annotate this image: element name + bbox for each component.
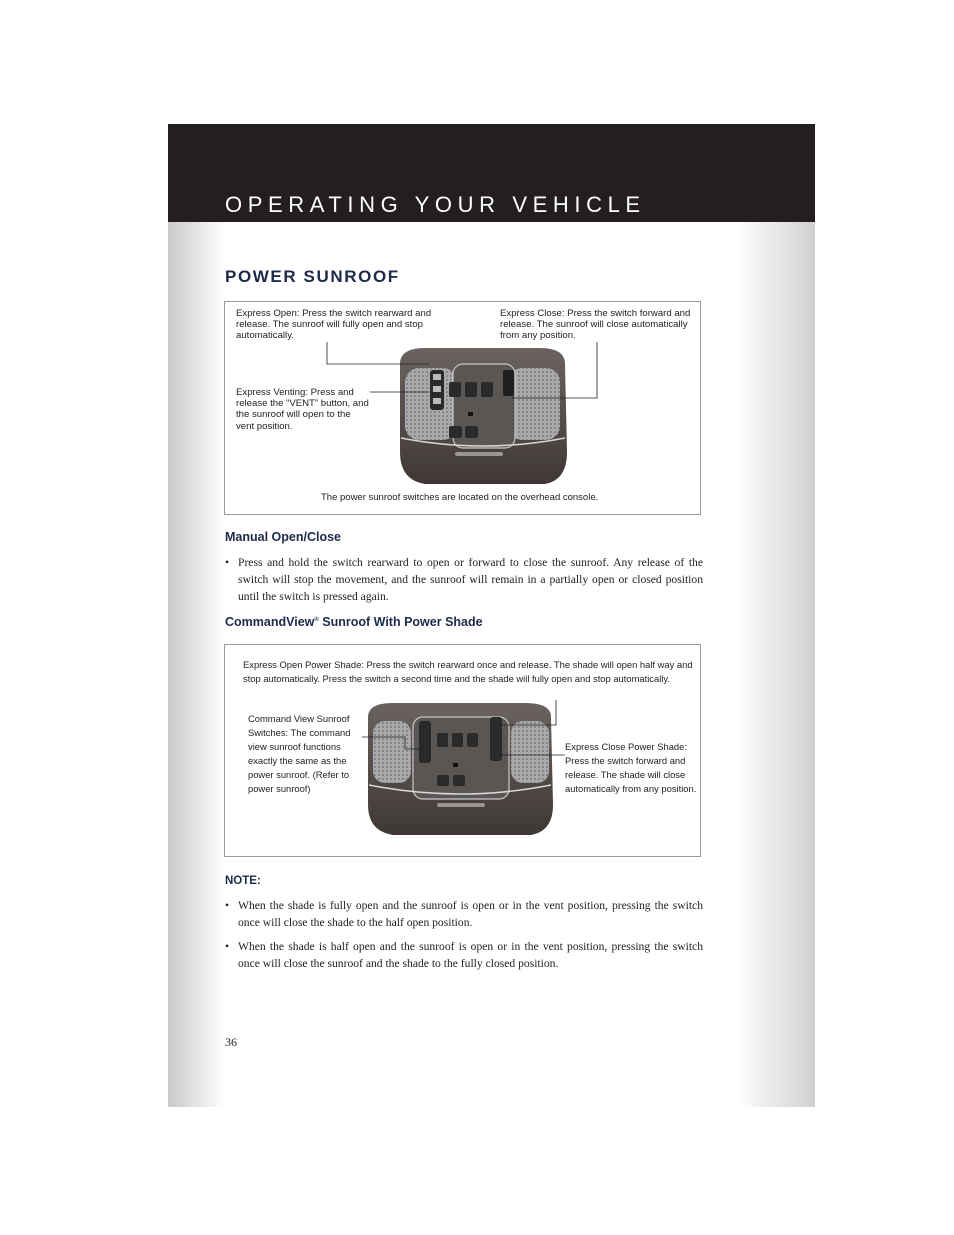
homelink-button-c[interactable] (467, 733, 478, 747)
figure-caption: The power sunroof switches are located on the overhead console. (321, 492, 599, 503)
switch-down-arrow-icon (433, 398, 441, 404)
map-light-button-a[interactable] (437, 775, 449, 786)
bullet-text: When the shade is fully open and the sunroof is open or in the vent position, pressing the switch once will close the shade to the half open position. (238, 899, 703, 929)
homelink-button-a[interactable] (437, 733, 448, 747)
switch-up-arrow-icon (433, 374, 441, 380)
bullet-marker: • (225, 899, 230, 912)
callout-express-close: Express Close: Press the switch forward and release. The sunroof will close automatically from any position. (500, 308, 691, 342)
page-header-title: OPERATING YOUR VEHICLE (225, 192, 646, 217)
bullet-marker: • (225, 940, 230, 953)
sensor-indicator-2 (453, 763, 458, 767)
list-item (225, 897, 703, 931)
list-item (225, 554, 703, 605)
bullet-text: Press and hold the switch rearward to open or forward to close the sunroof. Any release of the switch will stop the movement, and the sunroof will remain in a partially open or closed position until the switch is pressed again. (238, 556, 703, 603)
switch-vent-icon (433, 386, 441, 392)
overhead-lamp-switch[interactable] (503, 370, 514, 396)
bullet-marker: • (225, 556, 230, 569)
homelink-button-2[interactable] (465, 382, 477, 397)
list-item (225, 938, 703, 972)
sunroof-switch-2[interactable] (419, 721, 431, 763)
subheading-manual-open-close: Manual Open/Close (225, 530, 341, 544)
homelink-button-1[interactable] (449, 382, 461, 397)
heading-rest: Sunroof With Power Shade (318, 615, 483, 629)
power-shade-switch[interactable] (490, 717, 502, 761)
overhead-console-illustration-2 (225, 645, 702, 858)
sunglass-bin-handle-2 (437, 803, 485, 807)
note-label: NOTE: (225, 875, 261, 887)
sensor-indicator (468, 412, 473, 416)
map-light-button-left[interactable] (449, 426, 462, 438)
callout-express-venting: Express Venting: Press and release the “VENT” button, and the sunroof will open to the vent position. (236, 387, 369, 432)
header-band (168, 124, 815, 222)
bullet-text: When the shade is half open and the sunroof is open or in the vent position, pressing the switch once will close the sunroof and the shade to the fully closed position. (238, 940, 703, 970)
map-light-button-b[interactable] (453, 775, 465, 786)
callout-express-open: Express Open: Press the switch rearward and release. The sunroof will fully open and stop automatically. (236, 308, 432, 342)
figure-commandview-sunroof (224, 644, 701, 857)
homelink-button-3[interactable] (481, 382, 493, 397)
right-speaker-grille-2 (511, 721, 549, 783)
homelink-button-b[interactable] (452, 733, 463, 747)
page-number: 36 (225, 1035, 237, 1049)
manual-page (168, 124, 815, 1107)
section-title: POWER SUNROOF (225, 267, 400, 286)
callout-express-close-power-shade: Express Close Power Shade: Press the switch forward and release. The shade will close automatically from any position. (565, 741, 697, 794)
callout-commandview-switches: Command View Sunroof Switches: The command view sunroof functions exactly the same as the power sunroof. (Refer to power sunroof) (248, 713, 351, 794)
heading-brand: CommandView (225, 615, 315, 629)
registered-mark: ® (314, 616, 319, 623)
right-speaker-grille (508, 368, 560, 440)
sunglass-bin-handle (455, 452, 503, 456)
figure-power-sunroof (224, 301, 701, 515)
left-speaker-grille-2 (373, 721, 411, 783)
map-light-button-right[interactable] (465, 426, 478, 438)
subheading-commandview (225, 615, 483, 629)
overhead-console-illustration (225, 302, 702, 516)
callout-express-open-power-shade: Express Open Power Shade: Press the switch rearward once and release. The shade will open half way and stop automatically. Press the switch a second time and the shade will fully open and stop automatically. (243, 659, 693, 684)
